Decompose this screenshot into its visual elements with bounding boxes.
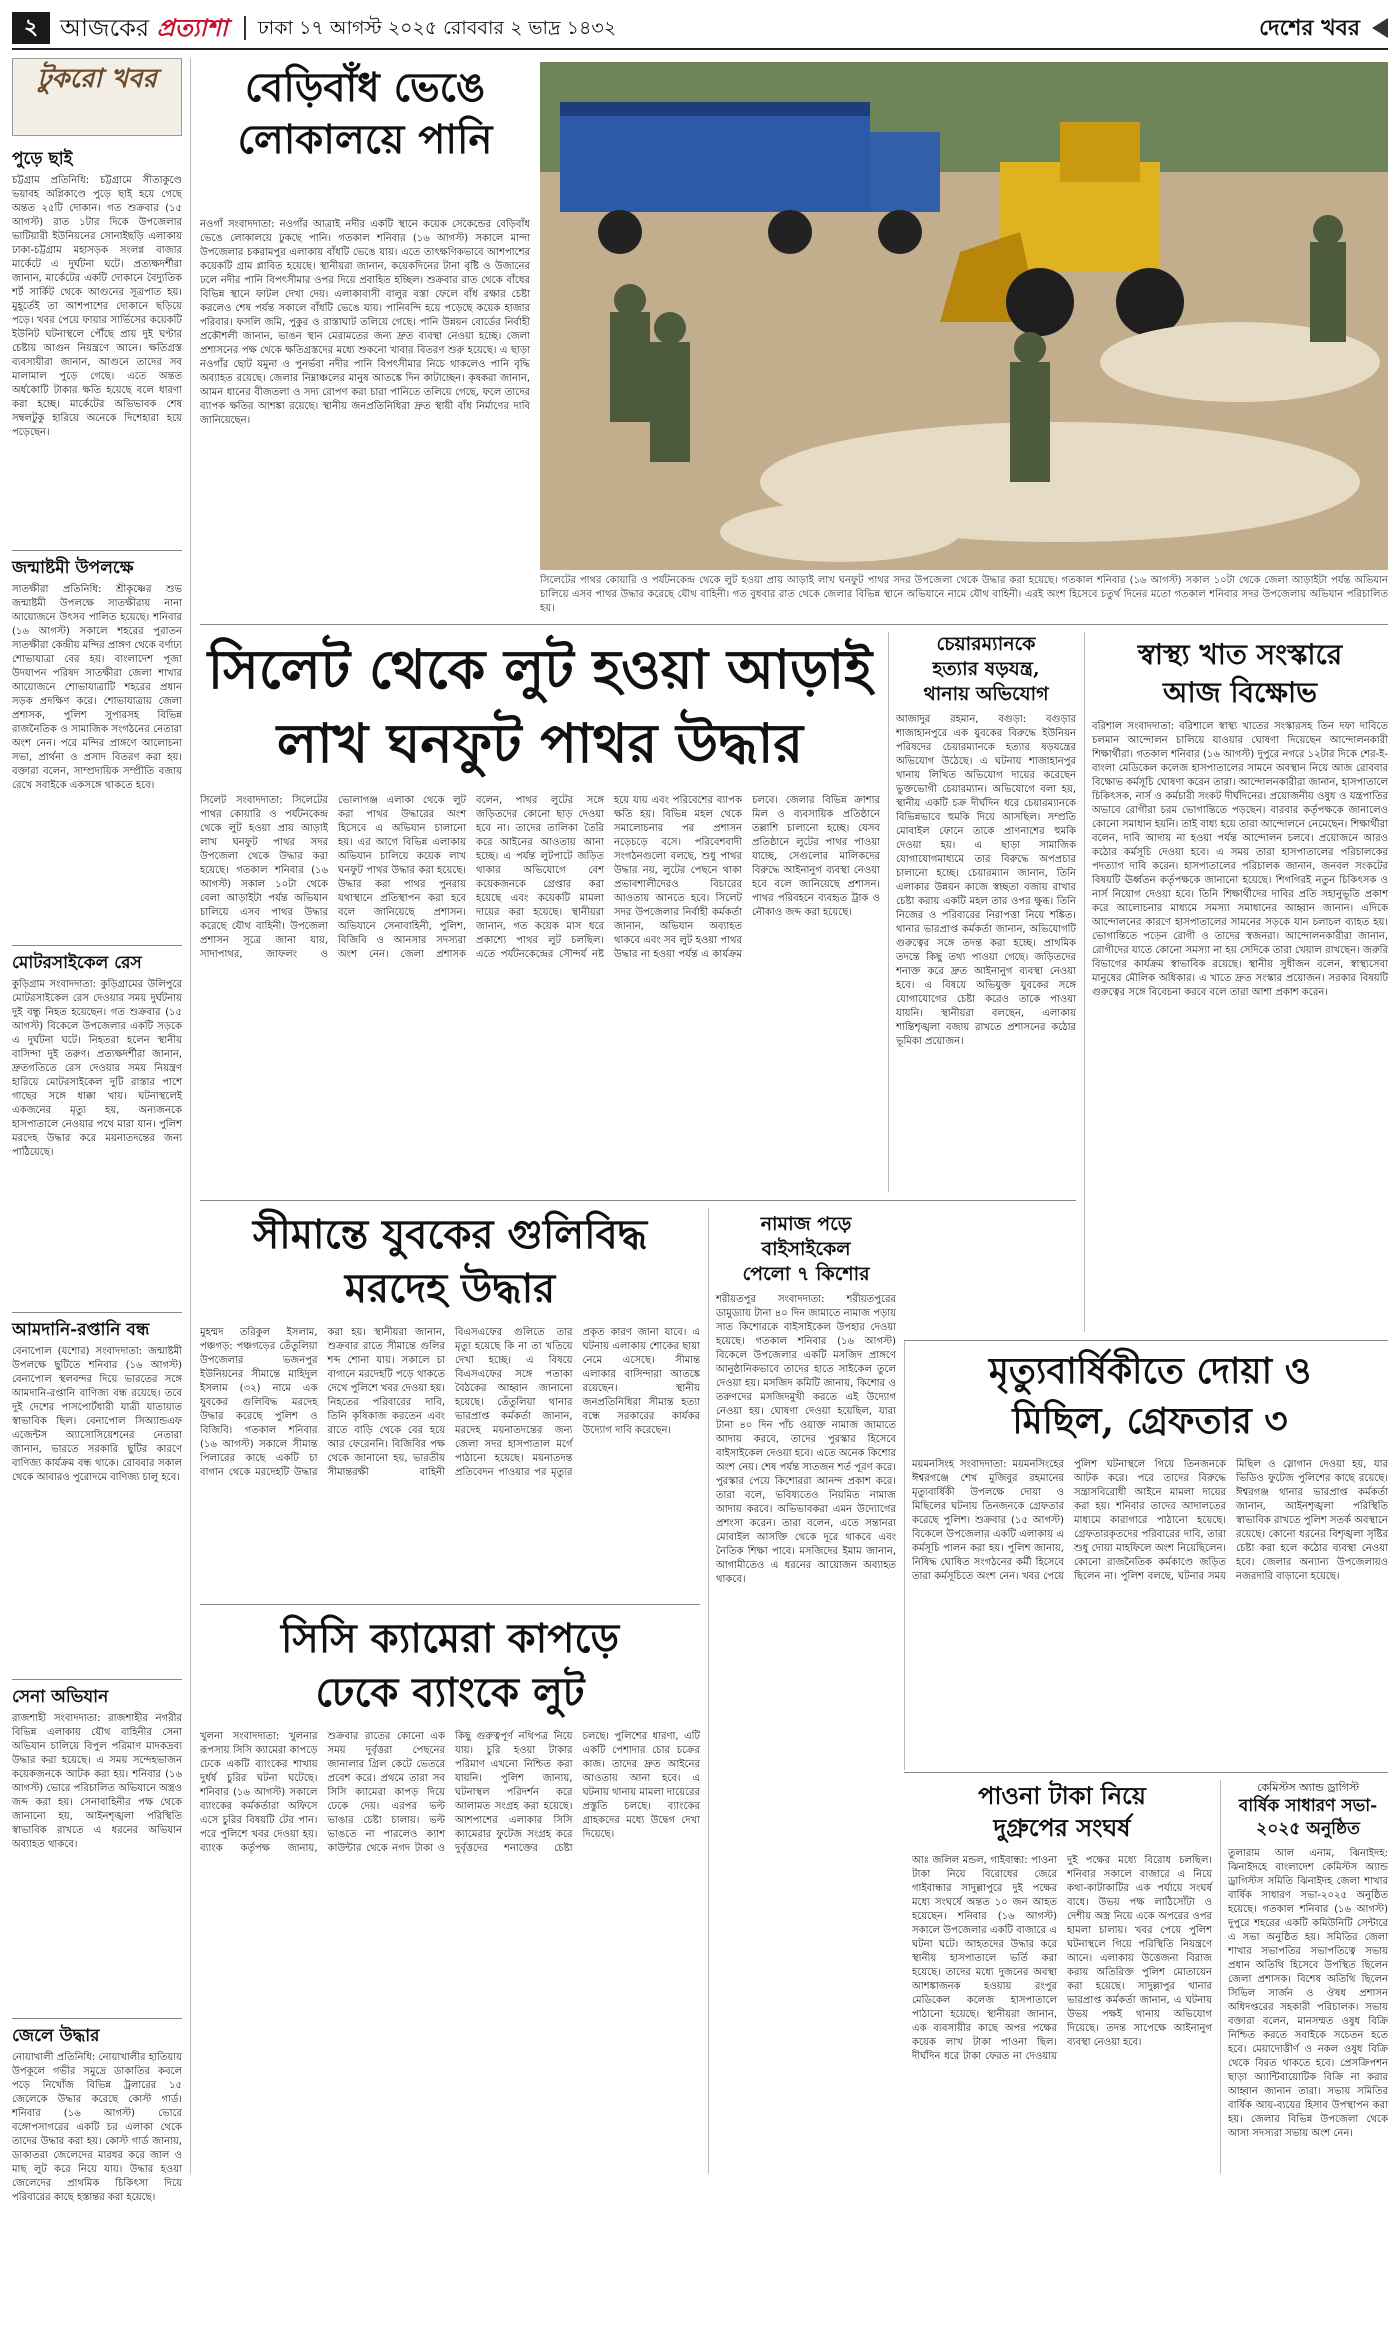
brief-item (12, 2023, 182, 2351)
divider (200, 624, 1388, 625)
headline: মরদেহ উদ্ধার (344, 1265, 556, 1312)
divider (12, 945, 182, 946)
brief-body: নোয়াখালী প্রতিনিধি: নোয়াখালীর হাতিয়ায় উপকূলে গভীর সমুদ্রে ডাকাতির কবলে পড়ে নিখোঁজ বিভিন্ন ট্রলারের ১৫ জেলেকে উদ্ধার করেছে কোস্ট গার্ড। শনিবার (১৬ আগস্ট) ভোরে বঙ্গোপসাগরের একটি চর এলাকা থেকে তাদের উদ্ধার করা হয়। কোস্ট গার্ড জানায়, ডাকাতরা জেলেদের মারধর করে জাল ও মাছ লুট করে নিয়ে যায়। উদ্ধার হওয়া জেলেদের প্রাথমিক চিকিৎসা দিয়ে পরিবারের কাছে হস্তান্তর করা হয়েছে। (12, 2052, 182, 2203)
column-rule (1084, 632, 1085, 1332)
headline: মৃত্যুবার্ষিকীতে দোয়া ও (988, 1350, 1312, 1392)
story-bicycle (716, 1212, 896, 2174)
section-title: দেশের খবর (1259, 15, 1360, 41)
photo-illustration (540, 62, 1388, 570)
news-photo (540, 62, 1388, 570)
story-embankment (200, 62, 530, 572)
dateline: ঢাকা ১৭ আগস্ট ২০২৫ রোববার ২ ভাদ্র ১৪৩২ (258, 17, 617, 39)
masthead-rule (12, 48, 1388, 50)
divider (12, 550, 182, 551)
story-stone (200, 632, 880, 1192)
story-body: মুহম্মদ তরিকুল ইসলাম, পঞ্চগড়: পঞ্চগড়ের তেঁতুলিয়া উপজেলার ভজনপুর ইউনিয়নের সীমান্তে মাহিদুল ইসলাম (৩২) নামে এক যুবকের গুলিবিদ্ধ মরদেহ উদ্ধার করেছে পুলিশ ও বিজিবি। গতকাল শনিবার (১৬ আগস্ট) সকালে সীমান্ত পিলারের কাছে একটি চা বাগান থেকে মরদেহটি উদ্ধার করা হয়। স্থানীয়রা জানান, শুক্রবার রাতে সীমান্তে গুলির শব্দ শোনা যায়। সকালে চা বাগানে মরদেহটি পড়ে থাকতে দেখে পুলিশে খবর দেওয়া হয়। নিহতের পরিবারের দাবি, তিনি কৃষিকাজ করতেন এবং রাতে বাড়ি থেকে বের হয়ে আর ফেরেননি। বিজিবির পক্ষ থেকে জানানো হয়, ভারতীয় সীমান্তরক্ষী বাহিনী বিএসএফের গুলিতে তার মৃত্যু হয়েছে কি না তা খতিয়ে দেখা হচ্ছে। এ বিষয়ে বিএসএফের সঙ্গে পতাকা বৈঠকের আহ্বান জানানো হয়েছে। তেঁতুলিয়া থানার ভারপ্রাপ্ত কর্মকর্তা জানান, মরদেহ ময়নাতদন্তের জন্য জেলা সদর হাসপাতাল মর্গে পাঠানো হয়েছে। ময়নাতদন্ত প্রতিবেদন পাওয়ার পর মৃত্যুর প্রকৃত কারণ জানা যাবে। এ ঘটনায় এলাকায় শোকের ছায়া নেমে এসেছে। সীমান্ত এলাকার বাসিন্দারা আতঙ্কে রয়েছেন। স্থানীয় জনপ্রতিনিধিরা সীমান্ত হত্যা বন্ধে সরকারের কার্যকর উদ্যোগ দাবি করেছেন। (200, 1327, 700, 1478)
brief-item (12, 1684, 182, 2014)
headline-kicker: কেমিস্টস অ্যান্ড ড্রাগিস্ট (1257, 1781, 1359, 1794)
story-body: আঃ জলিল মন্ডল, গাইবান্ধা: পাওনা টাকা নিয়ে বিরোধের জেরে গাইবান্ধার সাদুল্লাপুরে দুই পক্ষের মধ্যে সংঘর্ষে অন্তত ১০ জন আহত হয়েছেন। শনিবার (১৬ আগস্ট) সকালে উপজেলার একটি বাজারে এ ঘটনা ঘটে। আহতদের উদ্ধার করে স্থানীয় হাসপাতালে ভর্তি করা হয়েছে। তাদের মধ্যে দুজনের অবস্থা আশঙ্কাজনক হওয়ায় রংপুর মেডিকেল কলেজ হাসপাতালে পাঠানো হয়েছে। স্থানীয়রা জানান, এক ব্যবসায়ীর কাছে অপর পক্ষের কয়েক লাখ টাকা পাওনা ছিল। দীর্ঘদিন ধরে টাকা ফেরত না দেওয়ায় দুই পক্ষের মধ্যে বিরোধ চলছিল। শনিবার সকালে বাজারে এ নিয়ে কথা-কাটাকাটির এক পর্যায়ে সংঘর্ষ বাধে। উভয় পক্ষ লাঠিসোঁটা ও দেশীয় অস্ত্র নিয়ে একে অপরের ওপর হামলা চালায়। খবর পেয়ে পুলিশ ঘটনাস্থলে গিয়ে পরিস্থিতি নিয়ন্ত্রণে আনে। এলাকায় উত্তেজনা বিরাজ করায় অতিরিক্ত পুলিশ মোতায়েন করা হয়েছে। সাদুল্লাপুর থানার ভারপ্রাপ্ত কর্মকর্তা জানান, এ ঘটনায় উভয় পক্ষই থানায় অভিযোগ দিয়েছে। তদন্ত সাপেক্ষে আইনানুগ ব্যবস্থা নেওয়া হবে। (912, 1855, 1212, 2062)
headline: ২০২৫ অনুষ্ঠিত (1256, 1819, 1360, 1839)
headline: সিসি ক্যামেরা কাপড়ে (280, 1615, 620, 1662)
headline: লাখ ঘনফুট পাথর উদ্ধার (276, 711, 804, 775)
divider (904, 1340, 1388, 1341)
divider (12, 1679, 182, 1680)
story-body: তুলারাম আল এনাম, ঝিনাইদহ: ঝিনাইদহে বাংলাদেশ কেমিস্টস অ্যান্ড ড্রাগিস্টস সমিতি ঝিনাইদহ জেলা শাখার বার্ষিক সাধারণ সভা-২০২৫ অনুষ্ঠিত হয়েছে। গতকাল শনিবার (১৬ আগস্ট) দুপুরে শহরের একটি কমিউনিটি সেন্টারে এ সভা অনুষ্ঠিত হয়। সমিতির জেলা শাখার সভাপতির সভাপতিত্বে সভায় প্রধান অতিথি হিসেবে উপস্থিত ছিলেন জেলা প্রশাসক। বিশেষ অতিথি ছিলেন সিভিল সার্জন ও ঔষধ প্রশাসন অধিদপ্তরের সহকারী পরিচালক। সভায় বক্তারা বলেন, মানসম্মত ওষুধ বিক্রি নিশ্চিত করতে সবাইকে সচেতন হতে হবে। মেয়াদোত্তীর্ণ ও নকল ওষুধ বিক্রি থেকে বিরত থাকতে হবে। প্রেসক্রিপশন ছাড়া অ্যান্টিবায়োটিক বিক্রি না করার আহ্বান জানান তারা। সভায় সমিতির বার্ষিক আয়-ব্যয়ের হিসাব উপস্থাপন করা হয়। জেলার বিভিন্ন উপজেলা থেকে আসা সদস্যরা সভায় অংশ নেন। (1228, 1848, 1388, 2139)
story-chairman (896, 632, 1076, 1192)
sidebar (12, 58, 182, 2203)
headline: থানায় অভিযোগ (923, 683, 1049, 705)
headline: স্বাস্থ্য খাত সংস্কারে (1137, 638, 1343, 671)
story-body: শরীয়তপুর সংবাদদাতা: শরীয়তপুরের ডামুড্যায় টানা ৪০ দিন জামাতে নামাজ পড়ায় সাত কিশোরকে বাইসাইকেল উপহার দেওয়া হয়েছে। গতকাল শনিবার (১৬ আগস্ট) বিকেলে উপজেলার একটি মসজিদ প্রাঙ্গণে আনুষ্ঠানিকভাবে তাদের হাতে সাইকেল তুলে দেওয়া হয়। মসজিদ কমিটি জানায়, কিশোর ও তরুণদের মসজিদমুখী করতে এই উদ্যোগ নেওয়া হয়। ঘোষণা দেওয়া হয়েছিল, যারা টানা ৪০ দিন পাঁচ ওয়াক্ত নামাজ জামাতে আদায় করবে, তাদের পুরস্কার হিসেবে বাইসাইকেল দেওয়া হবে। এতে অনেক কিশোর অংশ নেয়। শেষ পর্যন্ত সাতজন শর্ত পূরণ করে। পুরস্কার পেয়ে কিশোররা আনন্দ প্রকাশ করে। তারা বলে, ভবিষ্যতেও নিয়মিত নামাজ আদায় করবে। অভিভাবকরা এমন উদ্যোগের প্রশংসা করেন। তারা বলেন, এতে সন্তানরা মোবাইল আসক্তি থেকে দূরে থাকবে এবং নৈতিক শিক্ষা পাবে। মসজিদের ইমাম জানান, আগামীতেও এ ধরনের আয়োজন অব্যাহত থাকবে। (716, 1294, 896, 1585)
divider (904, 1772, 1388, 1773)
brief-heading: জেলে উদ্ধার (12, 2026, 100, 2046)
brief-item (12, 950, 182, 1308)
headline: নামাজ পড়ে (760, 1213, 852, 1235)
paper-name-a: আজকের (60, 14, 150, 42)
brief-body: সাতক্ষীরা প্রতিনিধি: শ্রীকৃষ্ণের শুভ জন্মাষ্টমী উপলক্ষে সাতক্ষীরায় নানা আয়োজনে উৎসব পালিত হয়েছে। শনিবার (১৬ আগস্ট) সকালে শহরের পুরাতন সাতক্ষীরা কেন্দ্রীয় মন্দির প্রাঙ্গণ থেকে বর্ণাঢ্য শোভাযাত্রা বের হয়। বাংলাদেশ পূজা উদযাপন পরিষদ সাতক্ষীরা জেলা শাখার আয়োজনে শোভাযাত্রাটি শহরের প্রধান সড়ক প্রদক্ষিণ করে। শোভাযাত্রায় জেলা প্রশাসক, পুলিশ সুপারসহ বিভিন্ন রাজনৈতিক ও সামাজিক সংগঠনের নেতারা অংশ নেন। পরে মন্দির প্রাঙ্গণে আলোচনা সভা, প্রার্থনা ও প্রসাদ বিতরণ করা হয়। বক্তারা বলেন, সাম্প্রদায়িক সম্প্রীতি বজায় রেখে সবাইকে একসঙ্গে থাকতে হবে। (12, 584, 182, 791)
brief-body: চট্টগ্রাম প্রতিনিধি: চট্টগ্রামে সীতাকুণ্ডে ভয়াবহ অগ্নিকাণ্ডে পুড়ে ছাই হয়ে গেছে অন্তত ২৫টি দোকান। গত শুক্রবার (১৫ আগস্ট) রাত ১টার দিকে উপজেলার ভাটিয়ারী ইউনিয়নের সোনাইছড়ি এলাকায় ঢাকা-চট্টগ্রাম মহাসড়ক সংলগ্ন বাজার মার্কেটে এ দুর্ঘটনা ঘটে। প্রত্যক্ষদর্শীরা জানান, মার্কেটের একটি দোকানে বৈদ্যুতিক শর্ট সার্কিট থেকে আগুনের সূত্রপাত হয়। মুহূর্তেই তা আশপাশের দোকানে ছড়িয়ে পড়ে। খবর পেয়ে ফায়ার সার্ভিসের কয়েকটি ইউনিট ঘটনাস্থলে পৌঁছে প্রায় দুই ঘণ্টার চেষ্টায় আগুন নিয়ন্ত্রণে আনে। ক্ষতিগ্রস্ত ব্যবসায়ীরা জানান, আগুনে তাদের সব মালামাল পুড়ে গেছে। এতে অন্তত অর্ধকোটি টাকার ক্ষতি হয়েছে বলে ধারণা করা হচ্ছে। মার্কেটের অভিভাবক শেষ সম্বলটুকু হারিয়ে অনেকে দিশেহারা হয়ে পড়েছেন। (12, 175, 182, 438)
brief-heading: পুড়ে ছাই (12, 149, 73, 169)
headline: ঢেকে ব্যাংকে লুট (315, 1669, 585, 1716)
story-body: সিলেট সংবাদদাতা: সিলেটের পাথর কোয়ারি ও পর্যটনকেন্দ্র থেকে লুট হওয়া প্রায় আড়াই লাখ ঘনফুট পাথর সদর উপজেলা থেকে উদ্ধার করা হয়েছে। গতকাল শনিবার (১৬ আগস্ট) সকাল ১০টা থেকে বেলা আড়াইটা পর্যন্ত অভিযান চালিয়ে এসব পাথর উদ্ধার করেছে যৌথ বাহিনী। উপজেলা প্রশাসন সূত্রে জানা যায়, সাদাপাথর, জাফলং ও ভোলাগঞ্জ এলাকা থেকে লুট করা পাথর উদ্ধারের অংশ হিসেবে এ অভিযান চালানো হয়। এর আগে বিভিন্ন এলাকায় অভিযান চালিয়ে কয়েক লাখ ঘনফুট পাথর উদ্ধার করা হয়েছে। উদ্ধার করা পাথর পুনরায় যথাস্থানে প্রতিস্থাপন করা হবে বলে জানিয়েছে প্রশাসন। অভিযানে সেনাবাহিনী, পুলিশ, বিজিবি ও আনসার সদস্যরা অংশ নেন। জেলা প্রশাসক বলেন, পাথর লুটের সঙ্গে জড়িতদের কোনো ছাড় দেওয়া হবে না। তাদের তালিকা তৈরি করে আইনের আওতায় আনা হচ্ছে। এ পর্যন্ত লুটপাটে জড়িত থাকার অভিযোগে বেশ কয়েকজনকে গ্রেপ্তার করা হয়েছে এবং কয়েকটি মামলা দায়ের করা হয়েছে। স্থানীয়রা জানান, গত কয়েক মাস ধরে প্রকাশ্যে পাথর লুট চলছিল। এতে পর্যটনকেন্দ্রের সৌন্দর্য নষ্ট হয়ে যায় এবং পরিবেশের ব্যাপক ক্ষতি হয়। বিভিন্ন মহল থেকে সমালোচনার পর প্রশাসন নড়েচড়ে বসে। পরিবেশবাদী সংগঠনগুলো বলছে, শুধু পাথর উদ্ধার নয়, লুটের পেছনে থাকা প্রভাবশালীদেরও বিচারের আওতায় আনতে হবে। সিলেট সদর উপজেলার নির্বাহী কর্মকর্তা জানান, অভিযান অব্যাহত থাকবে এবং সব লুট হওয়া পাথর উদ্ধার না হওয়া পর্যন্ত এ কার্যক্রম চলবে। জেলার বিভিন্ন ক্রাশার মিল ও ব্যবসায়িক প্রতিষ্ঠানে তল্লাশি চালানো হচ্ছে। যেসব প্রতিষ্ঠানে লুটের পাথর পাওয়া যাচ্ছে, সেগুলোর মালিকদের বিরুদ্ধে আইনানুগ ব্যবস্থা নেওয়া হবে বলে জানিয়েছে প্রশাসন। পাথর পরিবহনে ব্যবহৃত ট্রাক ও নৌকাও জব্দ করা হয়েছে। (200, 795, 880, 960)
column-rule (190, 58, 191, 2174)
headline: মিছিল, গ্রেফতার ৩ (1012, 1400, 1288, 1442)
brief-item (12, 1317, 182, 1675)
brief-heading: আমদানি-রপ্তানি বন্ধ (12, 1320, 150, 1340)
story-chemist (1228, 1780, 1388, 2174)
photo-caption: সিলেটের পাথর কোয়ারি ও পর্যটনকেন্দ্র থেকে লুট হওয়া প্রায় আড়াই লাখ ঘনফুট পাথর সদর উপজেলা থেকে উদ্ধার করা হয়েছে। গতকাল শনিবার (১৬ আগস্ট) সকাল ১০টা থেকে জেলা আড়াইটা পর্যন্ত অভিযান চালিয়ে এসব পাথর উদ্ধার করেছে যৌথ বাহিনী। গত বুধবার রাত থেকে জেলার বিভিন্ন স্থানে অভিযানে নামে যৌথ বাহিনী। এরই অংশ হিসেবে চতুর্থ দিনের মতো গতকাল শনিবার সদর উপজেলায় অভিযান পরিচালিত হয়। (540, 575, 1388, 614)
masthead (12, 8, 1388, 50)
column-rule (1220, 1780, 1221, 2174)
brief-heading: জন্মাষ্টমী উপলক্ষে (12, 558, 134, 578)
story-border (200, 1208, 700, 1600)
paper-name (60, 12, 228, 44)
story-health (1092, 636, 1388, 1336)
headline: বেড়িবাঁধ ভেঙে লোকালয়ে পানি (237, 64, 493, 163)
headline: আজ বিক্ষোভ (1163, 676, 1317, 709)
brief-heading: সেনা অভিযান (12, 1687, 109, 1707)
brief-body: রাজশাহী সংবাদদাতা: রাজশাহীর নগরীর বিভিন্ন এলাকায় যৌথ বাহিনীর সেনা অভিযান চালিয়ে বিপুল পরিমাণ মাদকদ্রব্য উদ্ধার করা হয়েছে। এ সময় সন্দেহভাজন কয়েকজনকে আটক করা হয়। শনিবার (১৬ আগস্ট) ভোরে পরিচালিত অভিযানে অস্ত্রও জব্দ করা হয়। সেনাবাহিনীর পক্ষ থেকে জানানো হয়, আইনশৃঙ্খলা পরিস্থিতি স্বাভাবিক রাখতে এ ধরনের অভিযান অব্যাহত থাকবে। (12, 1713, 182, 1850)
page-number: ২ (12, 12, 50, 44)
story-anniversary (912, 1346, 1388, 1766)
divider (200, 1604, 700, 1605)
divider (12, 1312, 182, 1313)
headline: বাইসাইকেল (761, 1238, 851, 1260)
headline: চেয়ারম্যানকে (936, 633, 1036, 655)
brief-heading: মোটরসাইকেল রেস (12, 953, 142, 973)
separator (244, 16, 246, 40)
story-body: বরিশাল সংবাদদাতা: বরিশালে স্বাস্থ্য খাতের সংস্কারসহ তিন দফা দাবিতে চলমান আন্দোলন চালিয়ে যাওয়ার ঘোষণা দিয়েছেন আন্দোলনকারী শিক্ষার্থীরা। গতকাল শনিবার (১৬ আগস্ট) দুপুরে নগরে ১২টার দিকে শের-ই-বাংলা মেডিকেল কলেজ হাসপাতালের সামনে অবস্থান নিয়ে আজ রোববার বিক্ষোভ কর্মসূচি ঘোষণা করেন তারা। আন্দোলনকারীরা জানান, হাসপাতালে চিকিৎসক, নার্স ও কর্মচারী সংকট দীর্ঘদিনের। প্রয়োজনীয় ওষুধ ও যন্ত্রপাতির অভাবে রোগীরা চরম ভোগান্তিতে পড়ছেন। বারবার কর্তৃপক্ষকে জানালেও কোনো সমাধান হয়নি। তাই বাধ্য হয়ে তারা আন্দোলনে নেমেছেন। শিক্ষার্থীরা বলেন, দাবি আদায় না হওয়া পর্যন্ত আন্দোলন চলবে। প্রয়োজনে আরও কঠোর কর্মসূচি দেওয়া হবে। এ সময় তারা হাসপাতালের পরিচালকের পদত্যাগ দাবি করেন। হাসপাতালের পরিচালক জানান, জনবল সংকটের বিষয়টি ঊর্ধ্বতন কর্তৃপক্ষকে জানানো হয়েছে। শিগগিরই নতুন চিকিৎসক ও নার্স নিয়োগ দেওয়া হবে। তিনি শিক্ষার্থীদের দাবির প্রতি সহানুভূতি প্রকাশ করে আলোচনার মাধ্যমে সমস্যা সমাধানের আহ্বান জানান। এদিকে আন্দোলনের কারণে হাসপাতালের সামনের সড়কে যান চলাচল ব্যাহত হয়। ভোগান্তিতে পড়েন রোগী ও তাদের স্বজনরা। আন্দোলনকারীরা জানান, রোগীদের যাতে কোনো সমস্যা না হয় সেদিকে তারা খেয়াল রাখছেন। জরুরি বিভাগের কার্যক্রম স্বাভাবিক রয়েছে। স্থানীয় সুধীজন বলেন, স্বাস্থ্যসেবা মানুষের মৌলিক অধিকার। এ খাতে দ্রুত সংস্কার প্রয়োজন। সরকার বিষয়টি গুরুত্বের সঙ্গে বিবেচনা করবে বলে তারা আশা প্রকাশ করেন। (1092, 721, 1388, 998)
headline: সিলেট থেকে লুট হওয়া আড়াই (207, 637, 873, 701)
headline: দুগ্রুপের সংঘর্ষ (993, 1813, 1131, 1842)
column-rule (904, 1340, 905, 1770)
column-rule (888, 632, 889, 1192)
sidebar-logo: টুকরো খবর (12, 58, 182, 136)
story-clash (912, 1780, 1212, 2174)
story-body: আজাদুর রহমান, বগুড়া: বগুড়ার শাজাহানপুরে এক যুবকের বিরুদ্ধে ইউনিয়ন পরিষদের চেয়ারম্যানকে হত্যার ষড়যন্ত্রের অভিযোগ উঠেছে। এ ঘটনায় শাজাহানপুর থানায় লিখিত অভিযোগ দায়ের করেছেন ভুক্তভোগী চেয়ারম্যান। অভিযোগে বলা হয়, স্থানীয় একটি চক্র দীর্ঘদিন ধরে চেয়ারম্যানকে বিভিন্নভাবে হুমকি দিয়ে আসছিল। সম্প্রতি মোবাইল ফোনে তাকে প্রাণনাশের হুমকি দেওয়া হয়। এ ছাড়া সামাজিক যোগাযোগমাধ্যমে তার বিরুদ্ধে অপপ্রচার চালানো হচ্ছে। চেয়ারম্যান জানান, তিনি এলাকার উন্নয়ন কাজে স্বচ্ছতা বজায় রাখার চেষ্টা করায় একটি মহল তার ওপর ক্ষুব্ধ। তিনি নিজের ও পরিবারের নিরাপত্তা নিয়ে শঙ্কিত। থানার ভারপ্রাপ্ত কর্মকর্তা জানান, অভিযোগটি গুরুত্বের সঙ্গে তদন্ত করা হচ্ছে। প্রাথমিক তদন্তে কিছু তথ্য পাওয়া গেছে। জড়িতদের শনাক্ত করে দ্রুত আইনানুগ ব্যবস্থা নেওয়া হবে। এ বিষয়ে অভিযুক্ত যুবকের সঙ্গে যোগাযোগের চেষ্টা করেও তাকে পাওয়া যায়নি। স্থানীয়রা বলছেন, এলাকায় শান্তিশৃঙ্খলা বজায় রাখতে প্রশাসনের কঠোর ভূমিকা প্রয়োজন। (896, 714, 1076, 1047)
story-cctv (200, 1612, 700, 2174)
headline: পেলো ৭ কিশোর (742, 1263, 870, 1285)
headline: বার্ষিক সাধারণ সভা- (1238, 1796, 1378, 1816)
headline: সীমান্তে যুবকের গুলিবিদ্ধ (252, 1211, 648, 1258)
column-rule (708, 1208, 709, 2174)
brief-item (12, 146, 182, 546)
brief-body: বেনাপোল (যশোর) সংবাদদাতা: জন্মাষ্টমী উপলক্ষে ছুটিতে শনিবার (১৬ আগস্ট) বেনাপোল স্থলবন্দর দিয়ে ভারতের সঙ্গে আমদানি-রপ্তানি বাণিজ্য বন্ধ রয়েছে। তবে দুই দেশের পাসপোর্টধারী যাত্রী যাতায়াত স্বাভাবিক ছিল। বেনাপোল সিঅ্যান্ডএফ এজেন্টস অ্যাসোসিয়েশনের নেতারা জানান, ভারতে সরকারি ছুটির কারণে বাণিজ্য কার্যক্রম বন্ধ থাকে। রোববার সকাল থেকে আবারও পুরোদমে বাণিজ্য চালু হবে। (12, 1346, 182, 1483)
brief-item (12, 555, 182, 941)
divider (12, 2018, 182, 2019)
divider (200, 1200, 1076, 1201)
story-body: ময়মনসিংহ সংবাদদাতা: ময়মনসিংহের ঈশ্বরগঞ্জে শেখ মুজিবুর রহমানের মৃত্যুবার্ষিকী উপলক্ষে দোয়া ও মিছিলের ঘটনায় তিনজনকে গ্রেফতার করেছে পুলিশ। শুক্রবার (১৫ আগস্ট) বিকেলে উপজেলার একটি এলাকায় এ কর্মসূচি পালন করা হয়। পুলিশ জানায়, নিষিদ্ধ ঘোষিত সংগঠনের কর্মী হিসেবে তারা কর্মসূচিতে অংশ নেন। খবর পেয়ে পুলিশ ঘটনাস্থলে গিয়ে তিনজনকে আটক করে। পরে তাদের বিরুদ্ধে সন্ত্রাসবিরোধী আইনে মামলা দায়ের করা হয়। শনিবার তাদের আদালতের মাধ্যমে কারাগারে পাঠানো হয়েছে। গ্রেফতারকৃতদের পরিবারের দাবি, তারা শুধু দোয়া মাহফিলে অংশ নিয়েছিলেন। কোনো রাজনৈতিক কর্মকাণ্ডে জড়িত ছিলেন না। পুলিশ বলছে, ঘটনার সময় মিছিল ও স্লোগান দেওয়া হয়, যার ভিডিও ফুটেজ পুলিশের কাছে রয়েছে। ঈশ্বরগঞ্জ থানার ভারপ্রাপ্ত কর্মকর্তা জানান, আইনশৃঙ্খলা পরিস্থিতি স্বাভাবিক রাখতে পুলিশ সতর্ক অবস্থানে রয়েছে। কোনো ধরনের বিশৃঙ্খলা সৃষ্টির চেষ্টা করা হলে কঠোর ব্যবস্থা নেওয়া হবে। জেলার অন্যান্য উপজেলায়ও নজরদারি বাড়ানো হয়েছে। (912, 1459, 1388, 1582)
headline: হত্যার ষড়যন্ত্র, (932, 658, 1040, 680)
paper-name-b: প্রত্যাশা (156, 13, 228, 42)
story-body: নওগাঁ সংবাদদাতা: নওগাঁর আত্রাই নদীর একটি স্থানে কয়েক সেকেন্ডের বেড়িবাঁধ ভেঙে লোকালয়ে ঢুকছে পানি। গতকাল শনিবার (১৬ আগস্ট) সকালে মান্দা উপজেলার চকরামপুর এলাকায় বাঁধটি ভেঙে যায়। এতে তাৎক্ষণিকভাবে আশপাশের কয়েকটি গ্রাম প্লাবিত হয়েছে। স্থানীয়রা জানান, কয়েকদিনের টানা বৃষ্টি ও উজানের ঢলে নদীর পানি বিপৎসীমার ওপর দিয়ে প্রবাহিত হচ্ছিল। শুক্রবার রাত থেকে বাঁধের বিভিন্ন স্থানে ফাটল দেখা দেয়। এলাকাবাসী বালুর বস্তা ফেলে বাঁধ রক্ষার চেষ্টা করলেও শেষ পর্যন্ত সকালে বাঁধটি ভেঙে যায়। পানিবন্দি হয়ে পড়েছে কয়েক হাজার পরিবার। ফসলি জমি, পুকুর ও রাস্তাঘাট তলিয়ে গেছে। পানি উন্নয়ন বোর্ডের নির্বাহী প্রকৌশলী জানান, ভাঙন স্থান মেরামতের জন্য দ্রুত ব্যবস্থা নেওয়া হচ্ছে। জেলা প্রশাসনের পক্ষ থেকে ক্ষতিগ্রস্তদের মধ্যে শুকনো খাবার বিতরণ শুরু হয়েছে। এ ছাড়া নওগাঁর ছোট যমুনা ও পুনর্ভবা নদীর পানি বিপৎসীমার নিচে থাকলেও পানি বৃদ্ধি অব্যাহত রয়েছে। জেলার নিম্নাঞ্চলের মানুষ আতঙ্কে দিন কাটাচ্ছেন। কৃষকরা জানান, আমন ধানের বীজতলা ও সদ্য রোপণ করা চারা পানিতে তলিয়ে গেছে, ফলে তাদের ব্যাপক ক্ষতির আশঙ্কা রয়েছে। স্থানীয় জনপ্রতিনিধিরা দ্রুত স্থায়ী বাঁধ নির্মাণের দাবি জানিয়েছেন। (200, 219, 530, 426)
brief-body: কুড়িগ্রাম সংবাদদাতা: কুড়িগ্রামের উলিপুরে মোটরসাইকেল রেস দেওয়ার সময় দুর্ঘটনায় দুই বন্ধু নিহত হয়েছেন। গত শুক্রবার (১৫ আগস্ট) বিকেলে উপজেলার একটি সড়কে এ দুর্ঘটনা ঘটে। নিহতরা হলেন স্থানীয় বাসিন্দা দুই তরুণ। প্রত্যক্ষদর্শীরা জানান, দ্রুতগতিতে রেস দেওয়ার সময় নিয়ন্ত্রণ হারিয়ে মোটরসাইকেল দুটি রাস্তার পাশে গাছের সঙ্গে ধাক্কা খায়। ঘটনাস্থলেই একজনের মৃত্যু হয়, অন্যজনকে হাসপাতালে নেওয়ার পথে মারা যান। পুলিশ মরদেহ উদ্ধার করে ময়নাতদন্তের জন্য পাঠিয়েছে। (12, 979, 182, 1158)
headline: পাওনা টাকা নিয়ে (978, 1781, 1146, 1810)
section-arrow-icon (1372, 18, 1388, 38)
story-body: খুলনা সংবাদদাতা: খুলনার রূপসায় সিসি ক্যামেরা কাপড়ে ঢেকে একটি ব্যাংকের শাখায় দুর্ধর্ষ চুরির ঘটনা ঘটেছে। শনিবার (১৬ আগস্ট) সকালে ব্যাংকের কর্মকর্তারা অফিসে এসে চুরির বিষয়টি টের পান। পরে পুলিশে খবর দেওয়া হয়। ব্যাংক কর্তৃপক্ষ জানায়, শুক্রবার রাতের কোনো এক সময় দুর্বৃত্তরা পেছনের জানালার গ্রিল কেটে ভেতরে প্রবেশ করে। প্রথমে তারা সব সিসি ক্যামেরা কাপড় দিয়ে ঢেকে দেয়। এরপর ভল্ট ভাঙার চেষ্টা চালায়। ভল্ট ভাঙতে না পারলেও ক্যাশ কাউন্টার থেকে নগদ টাকা ও কিছু গুরুত্বপূর্ণ নথিপত্র নিয়ে যায়। চুরি হওয়া টাকার পরিমাণ এখনো নিশ্চিত করা যায়নি। পুলিশ জানায়, ঘটনাস্থল পরিদর্শন করে আলামত সংগ্রহ করা হয়েছে। আশপাশের এলাকার সিসি ক্যামেরার ফুটেজ সংগ্রহ করে দুর্বৃত্তদের শনাক্তের চেষ্টা চলছে। পুলিশের ধারণা, এটি একটি পেশাদার চোর চক্রের কাজ। তাদের দ্রুত আইনের আওতায় আনা হবে। এ ঘটনায় থানায় মামলা দায়েরের প্রস্তুতি চলছে। ব্যাংকের গ্রাহকদের মধ্যে উদ্বেগ দেখা দিয়েছে। (200, 1731, 700, 1854)
